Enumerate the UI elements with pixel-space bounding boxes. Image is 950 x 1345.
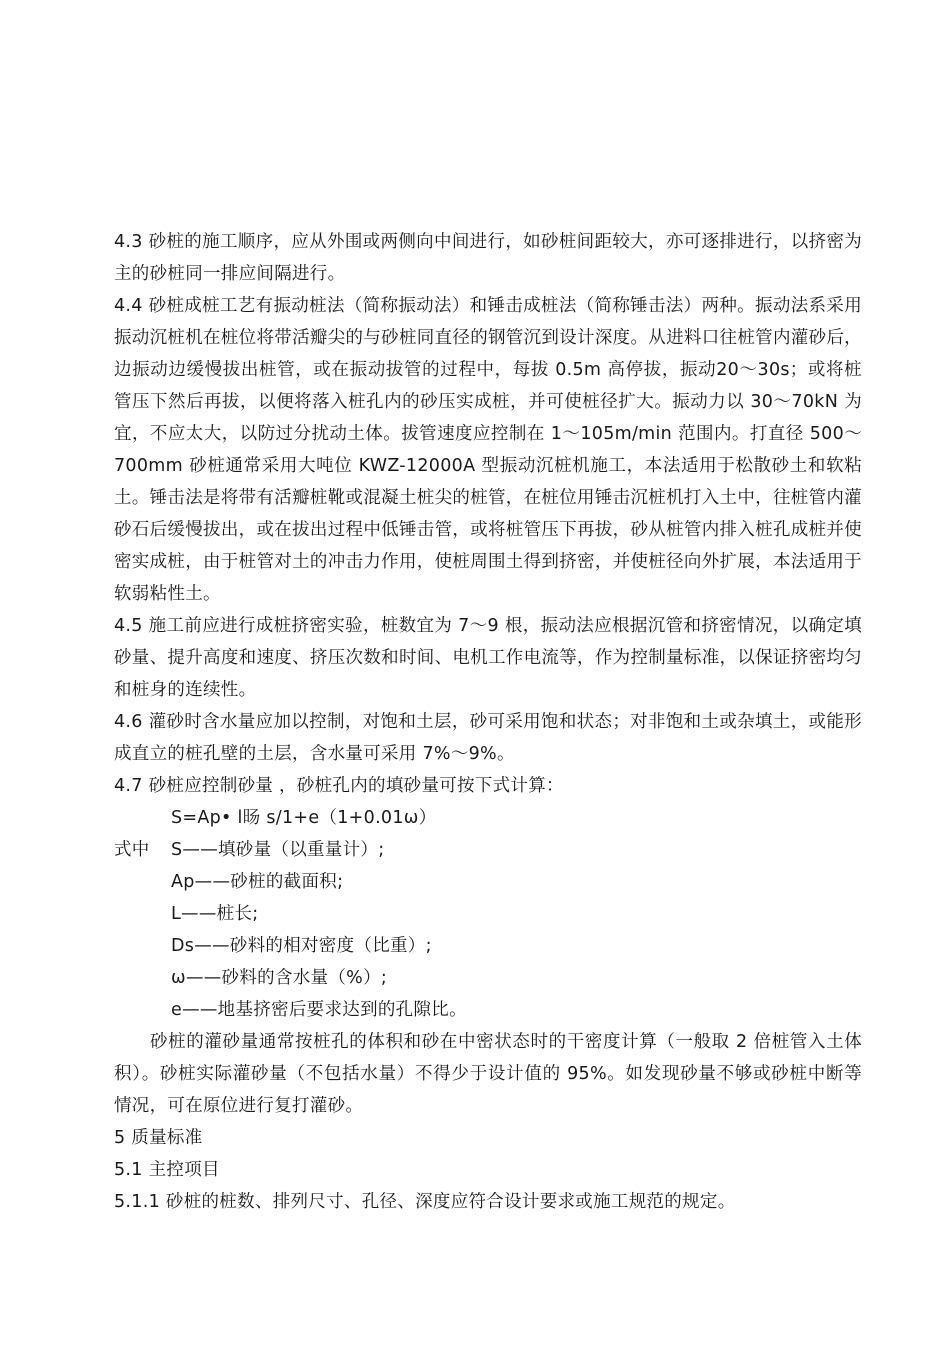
paragraph-4-3: 4.3 砂桩的施工顺序，应从外围或两侧向中间进行，如砂桩间距较大，亦可逐排进行，以挤密为主的砂桩同一排应间隔进行。 [114,232,862,284]
definition-ap: Ap——砂桩的截面积; [171,872,344,892]
definition-e: e——地基挤密后要求达到的孔隙比。 [171,1000,467,1020]
paragraph-4-5: 4.5 施工前应进行成桩挤密实验，桩数宜为 7～9 根，振动法应根据沉管和挤密情况，以确定填砂量、提升高度和速度、挤压次数和时间、电机工作电流等，作为控制量标准，以保证挤密均匀和桩身的连续性。 [114,616,862,700]
heading-5-quality-standard: 5 质量标准 [114,1128,203,1148]
paragraph-4-6: 4.6 灌砂时含水量应加以控制，对饱和土层，砂可采用饱和状态；对非饱和土或杂填土，或能形成直立的桩孔壁的土层，含水量可采用 7%～9%。 [114,712,862,764]
definition-ds: Ds——砂料的相对密度（比重）; [171,936,432,956]
document-body [114,226,862,1218]
definitions-label: 式中 [114,840,150,860]
definition-s [114,834,862,866]
paragraph-4-4: 4.4 砂桩成桩工艺有振动桩法（简称振动法）和锤击成桩法（简称锤击法）两种。振动法系采用振动沉桩机在桩位将带活瓣尖的与砂桩同直径的钢管沉到设计深度。从进料口往桩管内灌砂后，边振动边缓慢拔出桩管，或在振动拔管的过程中，每拔 0.5m 高停拔，振动20～30s；或将桩管压下然后再拔，以便将落入桩孔内的砂压实成桩，并可使桩径扩大。振动力以 30～70kN 为宜，不应太大，以防过分扰动土体。拔管速度应控制在 1～105m/min 范围内。打直径 500～700mm 砂桩通常采用大吨位 KWZ-12000A 型振动沉桩机施工，本法适用于松散砂土和软粘土。锤击法是将带有活瓣桩靴或混凝土桩尖的桩管，在桩位用锤击沉桩机打入土中，往桩管内灌砂石后缓慢拔出，或在拔出过程中低锤击管，或将桩管压下再拔，砂从桩管内排入桩孔成桩并使密实成桩，由于桩管对土的冲击力作用，使桩周围土得到挤密，并使桩径向外扩展，本法适用于软弱粘性土。 [114,296,862,604]
definition-l: L——桩长; [171,904,259,924]
paragraph-fill-amount: 砂桩的灌砂量通常按桩孔的体积和砂在中密状态时的干密度计算（一般取 2 倍桩管入土体积）。砂桩实际灌砂量（不包括水量）不得少于设计值的 95%。如发现砂量不够或砂桩中断等情况，可在原位进行复打灌砂。 [114,1032,862,1116]
paragraph-5-1-1: 5.1.1 砂桩的桩数、排列尺寸、孔径、深度应符合设计要求或施工规范的规定。 [114,1192,736,1212]
paragraph-4-7: 4.7 砂桩应控制砂量 ，砂桩孔内的填砂量可按下式计算： [114,776,564,796]
heading-5-1-main-items: 5.1 主控项目 [114,1160,220,1180]
definition-s-text: S——填砂量（以重量计）; [171,840,385,860]
fill-sand-formula: S=Ap• l旸 s/1+e（1+0.01ω） [171,808,437,828]
definition-omega: ω——砂料的含水量（%）; [171,968,388,988]
